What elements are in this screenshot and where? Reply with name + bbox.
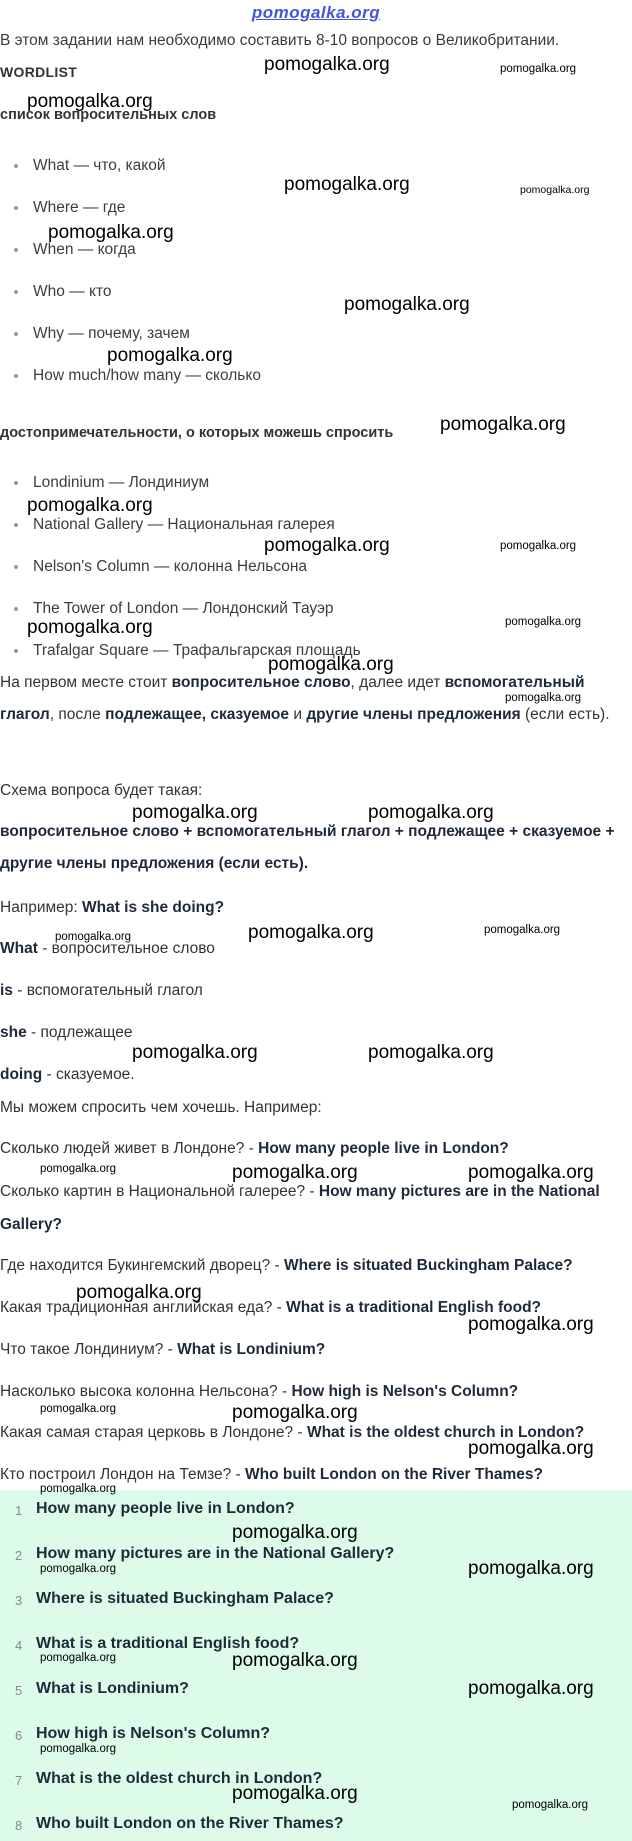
watermark: pomogalka.org [55, 931, 132, 943]
watermark: pomogalka.org [264, 54, 390, 75]
wordlist-heading: WORDLIST [0, 64, 78, 80]
watermark: pomogalka.org [232, 1402, 358, 1423]
bullet-icon [14, 565, 18, 569]
qa-item: Насколько высока колонна Нельсона? - How high is Nelson's Column? [0, 1383, 519, 1400]
watermark: pomogalka.org [132, 1042, 258, 1063]
bullet-icon [14, 374, 18, 378]
bullet-icon [14, 481, 18, 485]
watermark: pomogalka.org [27, 91, 153, 112]
watermark: pomogalka.org [500, 540, 577, 552]
bullet-icon [14, 523, 18, 527]
watermark: pomogalka.org [232, 1522, 358, 1543]
scheme-text: вопросительное слово + вспомогательный глагол + подлежащее + сказуемое + другие члены предложения (если есть). [0, 823, 615, 872]
watermark: pomogalka.org [484, 924, 561, 936]
bullet-icon [14, 649, 18, 653]
scheme-intro: Схема вопроса будет такая: [0, 782, 203, 799]
ask-intro: Мы можем спросить чем хочешь. Например: [0, 1099, 322, 1116]
question-words-heading: список вопросительных слов [0, 107, 217, 123]
watermark: pomogalka.org [520, 184, 590, 196]
qa-item: Сколько людей живет в Лондоне? - How many people live in London? [0, 1140, 509, 1157]
bullet-icon [14, 248, 18, 252]
watermark: pomogalka.org [232, 1162, 358, 1183]
rule-paragraph: На первом месте стоит вопросительное слово, далее идет вспомогательный глагол, после подлежащее, сказуемое и другие члены предложения (если есть). [0, 674, 610, 723]
bullet-icon [14, 332, 18, 336]
watermark: pomogalka.org [40, 1652, 117, 1664]
site-title-link[interactable]: pomogalka.org [251, 3, 381, 22]
watermark: pomogalka.org [512, 1799, 589, 1811]
watermark: pomogalka.org [468, 1558, 594, 1579]
watermark: pomogalka.org [368, 1042, 494, 1063]
watermark: pomogalka.org [505, 616, 582, 628]
watermark: pomogalka.org [368, 802, 494, 823]
watermark: pomogalka.org [40, 1743, 117, 1755]
watermark: pomogalka.org [344, 294, 470, 315]
watermark: pomogalka.org [500, 63, 577, 75]
watermark: pomogalka.org [107, 345, 233, 366]
part-what: What - вопросительное слово [0, 940, 215, 957]
qa-item: Кто построил Лондон на Темзе? - Who built London on the River Thames? [0, 1466, 543, 1483]
watermark: pomogalka.org [27, 495, 153, 516]
qa-item: Какая самая старая церковь в Лондоне? - What is the oldest church in London? [0, 1424, 585, 1441]
part-doing: doing - сказуемое. [0, 1066, 135, 1083]
qa-item: Сколько картин в Национальной галерее? - How many pictures are in the National Gallery? [0, 1183, 600, 1233]
part-she: she - подлежащее [0, 1024, 133, 1041]
bullet-icon [14, 206, 18, 210]
bullet-icon [14, 607, 18, 611]
bullet-icon [14, 290, 18, 294]
watermark: pomogalka.org [132, 802, 258, 823]
watermark: pomogalka.org [468, 1314, 594, 1335]
watermark: pomogalka.org [232, 1650, 358, 1671]
watermark: pomogalka.org [284, 174, 410, 195]
watermark: pomogalka.org [505, 692, 582, 704]
watermark: pomogalka.org [232, 1783, 358, 1804]
watermark: pomogalka.org [40, 1403, 117, 1415]
intro-text: В этом задании нам необходимо составить 8-10 вопросов о Великобритании. [0, 32, 560, 49]
watermark: pomogalka.org [48, 222, 174, 243]
bullet-icon [14, 164, 18, 168]
watermark: pomogalka.org [468, 1438, 594, 1459]
watermark: pomogalka.org [40, 1483, 117, 1495]
qa-item: Что такое Лондиниум? - What is Londinium? [0, 1341, 326, 1358]
watermark: pomogalka.org [40, 1563, 117, 1575]
watermark: pomogalka.org [264, 535, 390, 556]
watermark: pomogalka.org [40, 1163, 117, 1175]
watermark: pomogalka.org [268, 654, 394, 675]
watermark: pomogalka.org [468, 1678, 594, 1699]
watermark: pomogalka.org [248, 922, 374, 943]
part-is: is - вспомогательный глагол [0, 982, 203, 999]
watermark: pomogalka.org [27, 617, 153, 638]
qa-item: Где находится Букингемский дворец? - Where is situated Buckingham Palace? [0, 1257, 573, 1274]
sights-heading: достопримечательности, о которых можешь спросить [0, 425, 394, 441]
example-line: Например: What is she doing? [0, 899, 225, 916]
watermark: pomogalka.org [76, 1282, 202, 1303]
watermark: pomogalka.org [440, 414, 566, 435]
watermark: pomogalka.org [468, 1162, 594, 1183]
qa-item: Какая традиционная английская еда? - What is a traditional English food? [0, 1299, 542, 1316]
